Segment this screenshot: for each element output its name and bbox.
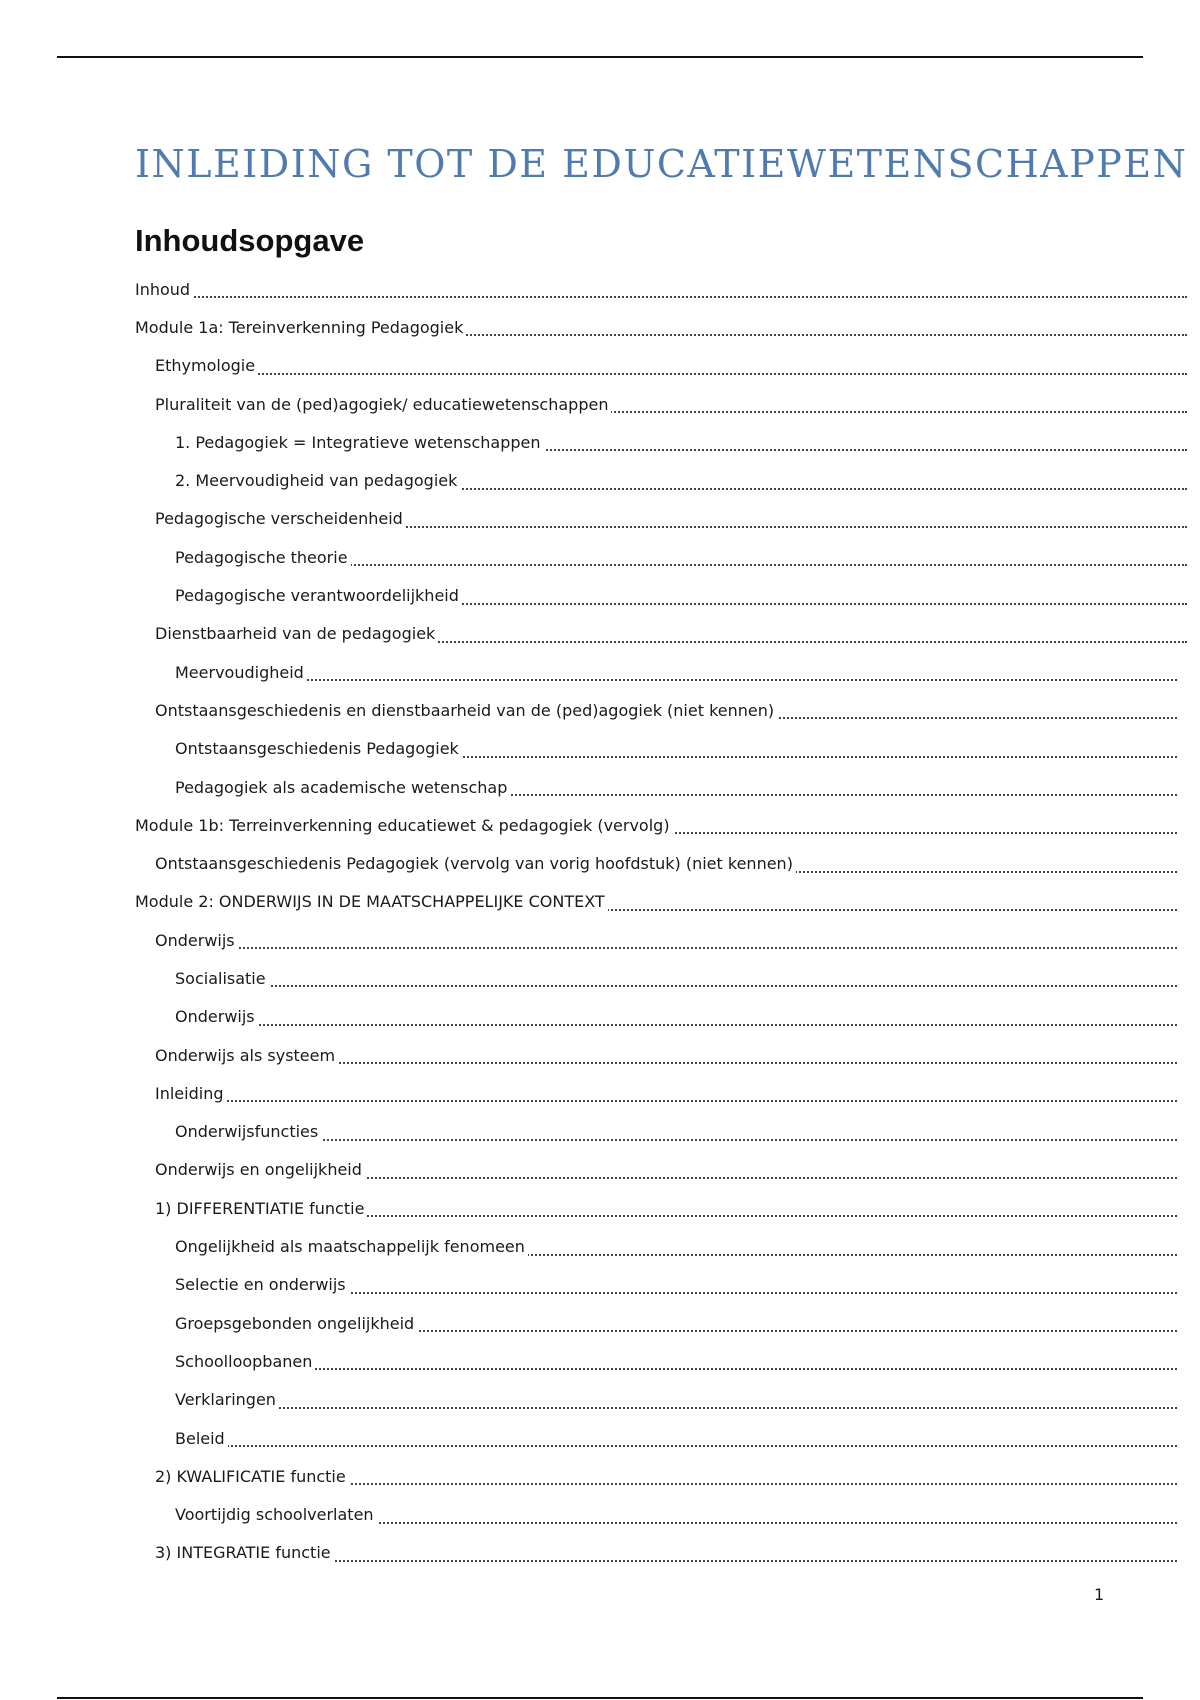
toc-entry[interactable] [135, 385, 1187, 423]
table-of-contents [135, 270, 1187, 1572]
toc-entry-label: Onderwijs als systeem [155, 1046, 338, 1065]
toc-entry-label: Pedagogische verscheidenheid [155, 509, 406, 528]
toc-entry[interactable] [135, 461, 1187, 499]
page-number: 1 [1094, 1585, 1105, 1604]
toc-entry-label: Groepsgebonden ongelijkheid [175, 1314, 417, 1333]
toc-entry-label: Pluraliteit van de (ped)agogiek/ educatiewetenschappen [155, 395, 611, 414]
toc-entry[interactable] [135, 1534, 1177, 1572]
toc-dot-leader [175, 985, 1177, 987]
toc-entry[interactable] [135, 883, 1177, 921]
toc-dot-leader [155, 373, 1187, 375]
toc-entry-label: Onderwijs en ongelijkheid [155, 1160, 365, 1179]
toc-entry-label: Socialisatie [175, 969, 269, 988]
toc-entry[interactable] [135, 806, 1177, 844]
toc-dot-leader [175, 1368, 1177, 1370]
toc-entry[interactable] [135, 423, 1187, 461]
toc-entry-label: Meervoudigheid [175, 663, 307, 682]
toc-entry-label: Onderwijs [175, 1007, 258, 1026]
toc-dot-leader [175, 1407, 1177, 1409]
toc-entry-label: Inleiding [155, 1084, 227, 1103]
toc-entry-label: 1) DIFFERENTIATIE functie [155, 1199, 367, 1218]
toc-entry-label: 3) INTEGRATIE functie [155, 1543, 334, 1562]
toc-entry[interactable] [135, 308, 1187, 346]
toc-entry-label: Schoolloopbanen [175, 1352, 315, 1371]
toc-entry-label: Pedagogische verantwoordelijkheid [175, 586, 462, 605]
toc-entry[interactable] [135, 844, 1177, 882]
toc-entry[interactable] [135, 615, 1187, 653]
toc-dot-leader [175, 1139, 1177, 1141]
toc-entry-label: Onderwijs [155, 931, 238, 950]
toc-entry[interactable] [135, 1189, 1177, 1227]
toc-dot-leader [135, 296, 1187, 298]
toc-dot-leader [155, 1100, 1177, 1102]
toc-entry[interactable] [135, 1419, 1177, 1457]
toc-dot-leader [175, 1024, 1177, 1026]
toc-entry-label: Ontstaansgeschiedenis Pedagogiek [175, 739, 462, 758]
toc-entry-label: Module 1b: Terreinverkenning educatiewet & pedagogiek (vervolg) [135, 816, 673, 835]
toc-entry[interactable] [135, 768, 1177, 806]
toc-entry-label: Onderwijsfuncties [175, 1122, 321, 1141]
toc-entry[interactable] [135, 1266, 1177, 1304]
toc-entry[interactable] [135, 1304, 1177, 1342]
toc-entry[interactable] [135, 691, 1177, 729]
toc-entry[interactable] [135, 538, 1187, 576]
toc-entry-label: 2) KWALIFICATIE functie [155, 1467, 349, 1486]
toc-entry-label: Inhoud [135, 280, 193, 299]
toc-entry[interactable] [135, 1496, 1177, 1534]
toc-entry[interactable] [135, 730, 1177, 768]
toc-entry[interactable] [135, 270, 1187, 308]
toc-entry-label: 2. Meervoudigheid van pedagogiek [175, 471, 460, 490]
footer-rule [57, 1697, 1143, 1699]
toc-entry-label: Dienstbaarheid van de pedagogiek [155, 624, 438, 643]
toc-dot-leader [175, 1445, 1177, 1447]
toc-entry[interactable] [135, 1457, 1177, 1495]
toc-entry[interactable] [135, 1036, 1177, 1074]
toc-heading: Inhoudsopgave [135, 223, 365, 258]
toc-entry-label: Voortijdig schoolverlaten [175, 1505, 377, 1524]
toc-entry[interactable] [135, 1151, 1177, 1189]
toc-entry-label: Beleid [175, 1429, 228, 1448]
toc-entry-label: Module 2: ONDERWIJS IN DE MAATSCHAPPELIJKE CONTEXT [135, 892, 608, 911]
toc-entry-label: Ongelijkheid als maatschappelijk fenomeen [175, 1237, 528, 1256]
toc-entry[interactable] [135, 653, 1177, 691]
toc-entry-label: Ethymologie [155, 356, 258, 375]
toc-entry[interactable] [135, 1227, 1177, 1265]
toc-entry[interactable] [135, 1074, 1177, 1112]
toc-entry[interactable] [135, 1113, 1177, 1151]
toc-entry-label: Selectie en onderwijs [175, 1275, 349, 1294]
toc-entry[interactable] [135, 500, 1187, 538]
toc-entry[interactable] [135, 1342, 1177, 1380]
toc-dot-leader [175, 679, 1177, 681]
toc-entry-label: Verklaringen [175, 1390, 279, 1409]
toc-entry-label: Pedagogiek als academische wetenschap [175, 778, 510, 797]
toc-entry-label: Pedagogische theorie [175, 548, 351, 567]
toc-entry[interactable] [135, 1381, 1177, 1419]
toc-entry-label: 1. Pedagogiek = Integratieve wetenschappen [175, 433, 544, 452]
toc-entry-label: Module 1a: Tereinverkenning Pedagogiek [135, 318, 466, 337]
toc-entry-label: Ontstaansgeschiedenis Pedagogiek (vervolg van vorig hoofdstuk) (niet kennen) [155, 854, 796, 873]
toc-entry[interactable] [135, 576, 1187, 614]
toc-entry[interactable] [135, 921, 1177, 959]
document-title: INLEIDING TOT DE EDUCATIEWETENSCHAPPEN [135, 142, 1188, 186]
toc-entry[interactable] [135, 998, 1177, 1036]
toc-entry[interactable] [135, 347, 1187, 385]
toc-dot-leader [155, 947, 1177, 949]
toc-entry-label: Ontstaansgeschiedenis en dienstbaarheid van de (ped)agogiek (niet kennen) [155, 701, 777, 720]
header-rule [57, 56, 1143, 58]
toc-entry[interactable] [135, 959, 1177, 997]
